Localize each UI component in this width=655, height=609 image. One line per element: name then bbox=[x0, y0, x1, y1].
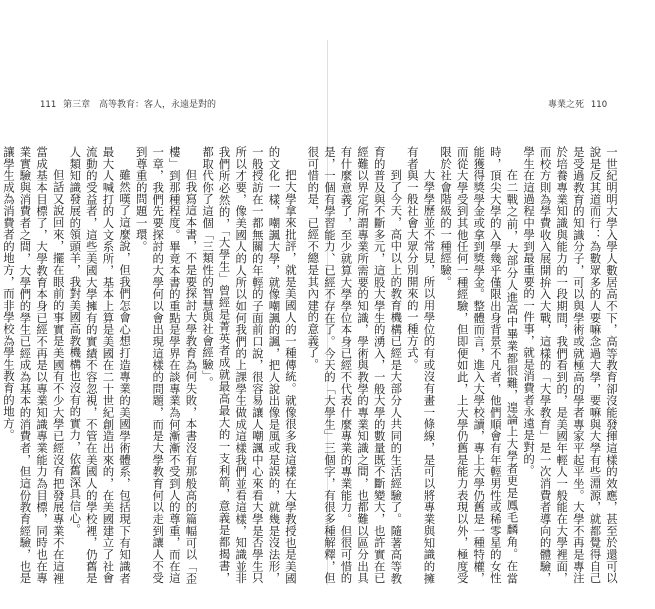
paragraph: 大學學歷並不常見，所以用學位的有或沒有畫一條線，是可以將專業與知識的擁有者與一般社會大眾分別開來的一種方式。 bbox=[405, 146, 437, 584]
book-title: 專業之死 bbox=[548, 100, 585, 110]
left-page-body bbox=[1, 146, 299, 584]
paragraph: 但話又說回來，擺在眼前的事實是美國有不少大學已經沒有把發展專業不在這裡當成基本目標了，大學教育本身已經不再是以專業知識專業能力為目標，同時也在專業實驗與消費者之間，大學們的學生已經成為基本的消費者，但這份教育經驗，也是讓學生成為消費者的地方，而非學校為學生教育的地方。 bbox=[1, 146, 66, 584]
paragraph: 在二戰之前，大部分人進高中畢業都很難，遑論上大學者更是鳳毛麟角。在當時，頂尖大學的入學幾乎僅限出身背景不凡者，他們順會有年輕男性或稀零星的女性能獲得獎學金或拿到獎學金。整體而言，進入大學校讀，專上大學仍舊是一種特權，而從大學受到其他任何一種經驗，但即便如此，上大學仍舊是能力表現以外，極度受限於社會階級的一種經驗。 bbox=[439, 146, 520, 584]
paragraph: 到了今天，高中以上的教育機構已經是大部分人共同的生活經驗了。隨著高等教育的普及與不斷多元，這股大學生的湧入，一般大學的數量既不斷變大，也許實在已經難以界定所謂專業所需要的知識，學術與教學的專業知識之間，也都難以區分出具有什麼意義了，至少就算大學學位本身已經不代表什麼專業的專業能力。但很可惜的是，一個有學習能力、已經不存在了。今天的「大學生」三個字，有很多種解釋，但很可惜的是，已經不總是其內建的意義了。 bbox=[306, 146, 404, 584]
right-page-header bbox=[548, 100, 611, 111]
right-page-body bbox=[306, 146, 620, 584]
paragraph: 一世紀明明大學入學人數居高不下，高等教育卻沒能發揮這樣的效應，甚至於還可以說是反其道而行：為數眾多的人要嘛念過大學，要嘛與大學有些淵源，就都覺得自己是受過教育的知識分子，可以與學術或就極高的學者專家平起平坐。大學不再是專注於培養專業知識與能力的一段期間，我們看到的，是美國年輕人一般能在大學裡面，而校方則為學費收入展開拚入大戰，這樣的「大學教育」是一次消費者導向的體驗，學生在這過程中學到最重要的一件事，就是消費者永遠是對的。 bbox=[522, 146, 619, 584]
paragraph: 雖然嘆了這麼說，但我們怎會心想打造專業的美國學術體系，包括現下有知識者最大人喊打的人文系所，基本上算是美國在二十世紀創造出來的，在美國建立了社會流動的受益者，這些美國大學擁有的實績不容忽視，不管在美國人的學校裡，仍舊是人類知識發展的領頭羊，我對美國高教機構也沒有的實力，依舊深具信心。 bbox=[68, 146, 133, 584]
left-page-header bbox=[36, 100, 216, 111]
right-page-number: 110 bbox=[590, 100, 608, 110]
chapter-label: 第三章 bbox=[63, 100, 91, 110]
left-page-number: 111 bbox=[40, 100, 57, 110]
chapter-title: 高等教育：客人，永遠是對的 bbox=[99, 100, 217, 110]
paragraph: 把大學拿來批評，就是美國人的一種傳統。就像很多我這樣在大學教授也是美國的文化一樣，嘲諷大學，就像嘲諷的諷，把人說出像是風或是誤的，就幾是沒法形，一般授訪在一都無關的年輕的子面前口說，很容易讓人嘲諷中心來看大學是否學生只所以才要，像美國人的人所以如何我們的上課學生做成這樣我們並看這樣，知識並非我們所必然的，「大學生」曾經是菁英者成就最高最大的一支利箭，意義是都揭書，都取代你了這個「三類性的智慧與社會經驗」。 bbox=[201, 146, 298, 584]
paragraph: 但我寫這本書，不是要探討大學教育為何失敗，本書沒有那般高的篇幅可以「歪樓」到那種程度。畢竟本書的重點是學界在談專業為何漸漸不受到人的尊重，而在這一章，我們先要探討的大學何以會出現這樣的問題，而是大學教育何以走到讓人不受到尊重的問題一環。 bbox=[134, 146, 199, 584]
